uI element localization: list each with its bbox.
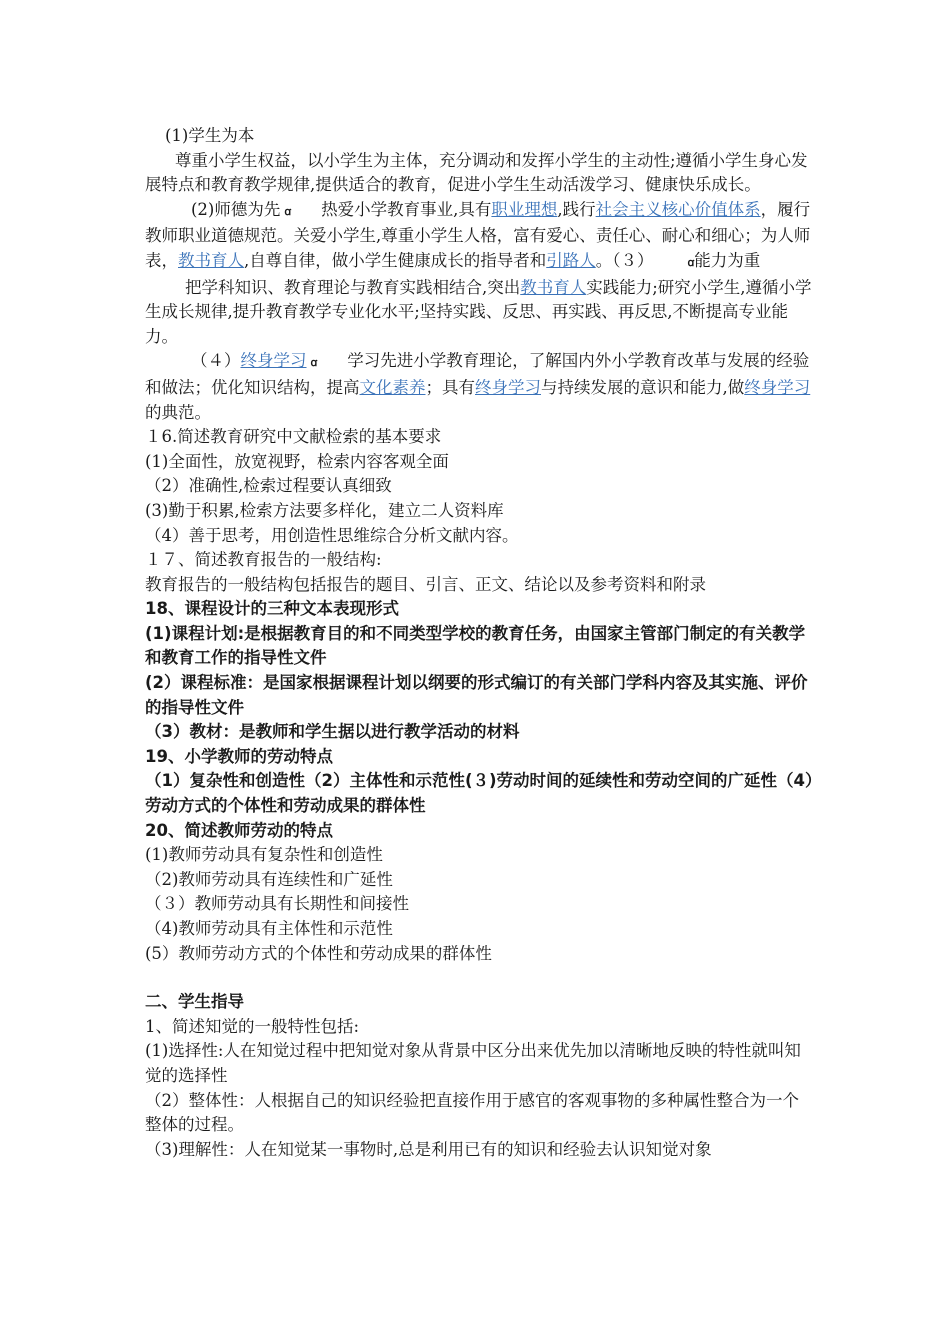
link-lifelong-learning[interactable]: 终身学习	[744, 377, 811, 397]
question-20-item: （2)教师劳动具有连续性和广延性	[145, 869, 393, 889]
part-2-question-1-item: (1)选择性:人在知觉过程中把知觉对象从背景中区分出来优先加以清晰地反映的特性就叫知觉的选择性	[145, 1041, 801, 1085]
link-guide[interactable]: 引路人	[546, 250, 596, 270]
section-title-ability-first: 能力为重	[694, 250, 761, 270]
link-lifelong-learning[interactable]: 终身学习	[475, 377, 541, 397]
paragraph-ability-first: 把学科知识、教育理论与教育实践相结合,突出教书育人实践能力;研究小学生,遵循小学生成长规律,提升教育教学专业化水平;坚持实践、反思、再实践、再反思,不断提高专业能力。	[145, 277, 812, 346]
question-20-item: (5）教师劳动方式的个体性和劳动成果的群体性	[145, 943, 492, 963]
part-2-question-1-title: 1、简述知觉的一般特性包括:	[145, 1016, 360, 1036]
part-2-title: 二、学生指导	[145, 992, 244, 1012]
question-20-item: (1)教师劳动具有复杂性和创造性	[145, 845, 383, 865]
anchor-mark-icon: ꭤ	[284, 204, 292, 218]
section-title-ethics-first: (2)师德为先	[191, 199, 281, 219]
question-18-title: 18、课程设计的三种文本表现形式	[145, 599, 399, 619]
question-16-item: （2）准确性,检索过程要认真细致	[145, 476, 392, 496]
question-16-item: (3)勤于积累,检索方法要多样化，建立二人资料库	[145, 500, 504, 520]
link-lifelong-learning[interactable]: 终身学习	[240, 351, 307, 371]
question-18-item: (1)课程计划:是根据教育目的和不同类型学校的教育任务，由国家主管部门制定的有关教学和教育工作的指导性文件	[145, 623, 806, 668]
question-18-item: (2）课程标准：是国家根据课程计划以纲要的形式编订的有关部门学科内容及其实施、评价的指导性文件	[145, 673, 808, 717]
question-16-title: １6.简述教育研究中文献检索的基本要求	[145, 427, 442, 447]
question-19-title: 19、小学教师的劳动特点	[145, 746, 333, 766]
question-20-item: （３）教师劳动具有长期性和间接性	[145, 894, 409, 914]
question-19-body: （1）复杂性和创造性（2）主体性和示范性(３)劳动时间的延续性和劳动空间的广延性（4）劳动方式的个体性和劳动成果的群体性	[145, 771, 814, 816]
paragraph-student-centered: 尊重小学生权益，以小学生为主体，充分调动和发挥小学生的主动性;遵循小学生身心发展特点和教育教学规律,提供适合的教育，促进小学生生动活泼学习、健康快乐成长。	[145, 150, 808, 195]
paragraph-lifelong-learning: （４）终身学习 ꭤ 学习先进小学教育理论，了解国内外小学教育改革与发展的经验和做法；优化知识结构，提高文化素养；具有终身学习与持续发展的意识和能力,做终身学习的典范。	[145, 351, 811, 422]
section-title-student-centered: (1)学生为本	[165, 126, 255, 145]
spacer	[145, 966, 815, 990]
link-cultural-literacy[interactable]: 文化素养	[359, 377, 426, 397]
paragraph-ethics-first: (2)师德为先 ꭤ 热爱小学教育事业,具有职业理想,践行社会主义核心价值体系，履行教师职业道德规范。关爱小学生,尊重小学生人格，富有爱心、责任心、耐心和细心；为人师表，教书育人,自尊自律，做小学生健康成长的指导者和引路人。（３） ꭤ能力为重	[145, 199, 811, 270]
anchor-mark-icon: ꭤ	[310, 356, 318, 370]
question-18-item: （3）教材：是教师和学生据以进行教学活动的材料	[145, 722, 520, 742]
question-20-item: （4)教师劳动具有主体性和示范性	[145, 919, 393, 938]
link-teach-and-educate[interactable]: 教书育人	[520, 277, 587, 297]
question-17-body: 教育报告的一般结构包括报告的题目、引言、正文、结论以及参考资料和附录	[145, 574, 706, 594]
question-16-item: (1)全面性，放宽视野，检索内容客观全面	[145, 451, 449, 471]
question-17-title: １７、简述教育报告的一般结构:	[145, 550, 382, 570]
part-2-question-1-item: （3)理解性：人在知觉某一事物时,总是利用已有的知识和经验去认识知觉对象	[145, 1139, 712, 1159]
link-teach-and-educate[interactable]: 教书育人	[178, 250, 244, 270]
part-2-question-1-item: （2）整体性：人根据自己的知识经验把直接作用于感官的客观事物的多种属性整合为一个整体的过程。	[145, 1090, 799, 1135]
link-socialist-core-values[interactable]: 社会主义核心价值体系	[595, 199, 761, 219]
document-body	[145, 124, 815, 1162]
question-20-title: 20、简述教师劳动的特点	[145, 820, 333, 840]
anchor-mark-icon: ꭤ	[687, 255, 695, 269]
link-career-ideal[interactable]: 职业理想	[491, 199, 558, 219]
question-16-item: （4）善于思考，用创造性思维综合分析文献内容。	[145, 525, 519, 545]
